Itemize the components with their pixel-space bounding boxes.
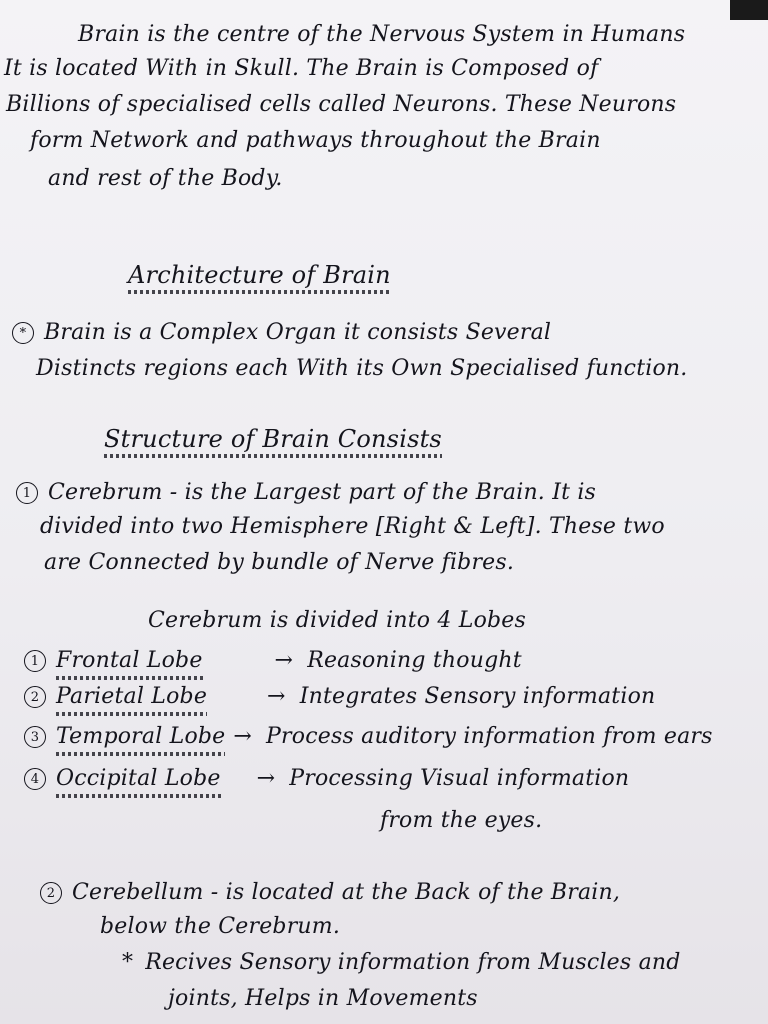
arrow-icon: → — [256, 766, 276, 791]
cerebellum-line-2: below the Cerebrum. — [100, 914, 341, 939]
cerebellum-bullet-text-1: Recives Sensory information from Muscles and — [145, 950, 681, 975]
arrow-icon: → — [274, 648, 294, 673]
lobe-name: Occipital Lobe — [56, 766, 221, 791]
arrow-icon: → — [267, 684, 286, 709]
cerebrum-line-3: are Connected by bundle of Nerve fibres. — [44, 550, 515, 575]
cerebrum-line-1 — [16, 480, 596, 506]
structure-title: Structure of Brain Consists — [104, 425, 442, 453]
lobe-number: 2 — [24, 686, 46, 708]
cerebrum-text-1: Cerebrum - is the Largest part of the Brain. It is — [48, 480, 597, 505]
architecture-text-1: Brain is a Complex Organ it consists Several — [44, 320, 552, 345]
lobe-name: Temporal Lobe — [56, 724, 226, 749]
lobe-number: 3 — [24, 726, 46, 748]
lobe-name: Parietal Lobe — [56, 684, 208, 709]
lobe-occipital-continued: from the eyes. — [380, 808, 543, 833]
lobe-desc: Processing Visual information — [289, 766, 630, 791]
lobe-row-occipital — [24, 766, 629, 792]
intro-line-5: and rest of the Body. — [48, 166, 283, 191]
intro-line-3: Billions of specialised cells called Neurons. These Neurons — [6, 92, 677, 117]
architecture-title: Architecture of Brain — [128, 261, 391, 289]
bullet-star-icon: * — [122, 950, 134, 975]
intro-line-4: form Network and pathways throughout the Brain — [30, 128, 601, 153]
cerebellum-text-1: Cerebellum - is located at the Back of the Brain, — [72, 880, 621, 905]
architecture-heading — [128, 262, 391, 288]
lobe-number: 1 — [24, 650, 46, 672]
lobes-intro: Cerebrum is divided into 4 Lobes — [148, 608, 527, 633]
lobe-row-temporal — [24, 724, 713, 750]
arrow-icon: → — [233, 724, 253, 749]
lobe-desc: Process auditory information from ears — [266, 724, 713, 749]
lobe-desc: Reasoning thought — [307, 648, 522, 673]
lobe-row-frontal — [24, 648, 522, 674]
dark-corner — [730, 0, 768, 20]
lobe-row-parietal — [24, 684, 655, 710]
cerebrum-line-2: divided into two Hemisphere [Right & Left]. These two — [40, 514, 665, 539]
asterisk-marker: * — [12, 322, 34, 344]
architecture-line-2: Distincts regions each With its Own Specialised function. — [36, 356, 688, 381]
intro-line-1: Brain is the centre of the Nervous System in Humans — [78, 22, 686, 47]
lobe-number: 4 — [24, 768, 46, 790]
cerebellum-number: 2 — [40, 882, 62, 904]
architecture-line-1 — [12, 320, 551, 346]
lobe-desc: Integrates Sensory information — [299, 684, 656, 709]
cerebrum-number: 1 — [16, 482, 38, 504]
cerebellum-bullet-line-1 — [122, 950, 681, 976]
intro-line-2: It is located With in Skull. The Brain is Composed of — [4, 56, 599, 81]
cerebellum-bullet-line-2: joints, Helps in Movements — [168, 986, 478, 1011]
cerebellum-line-1 — [40, 880, 620, 906]
lobe-name: Frontal Lobe — [56, 648, 203, 673]
structure-heading — [104, 426, 442, 452]
